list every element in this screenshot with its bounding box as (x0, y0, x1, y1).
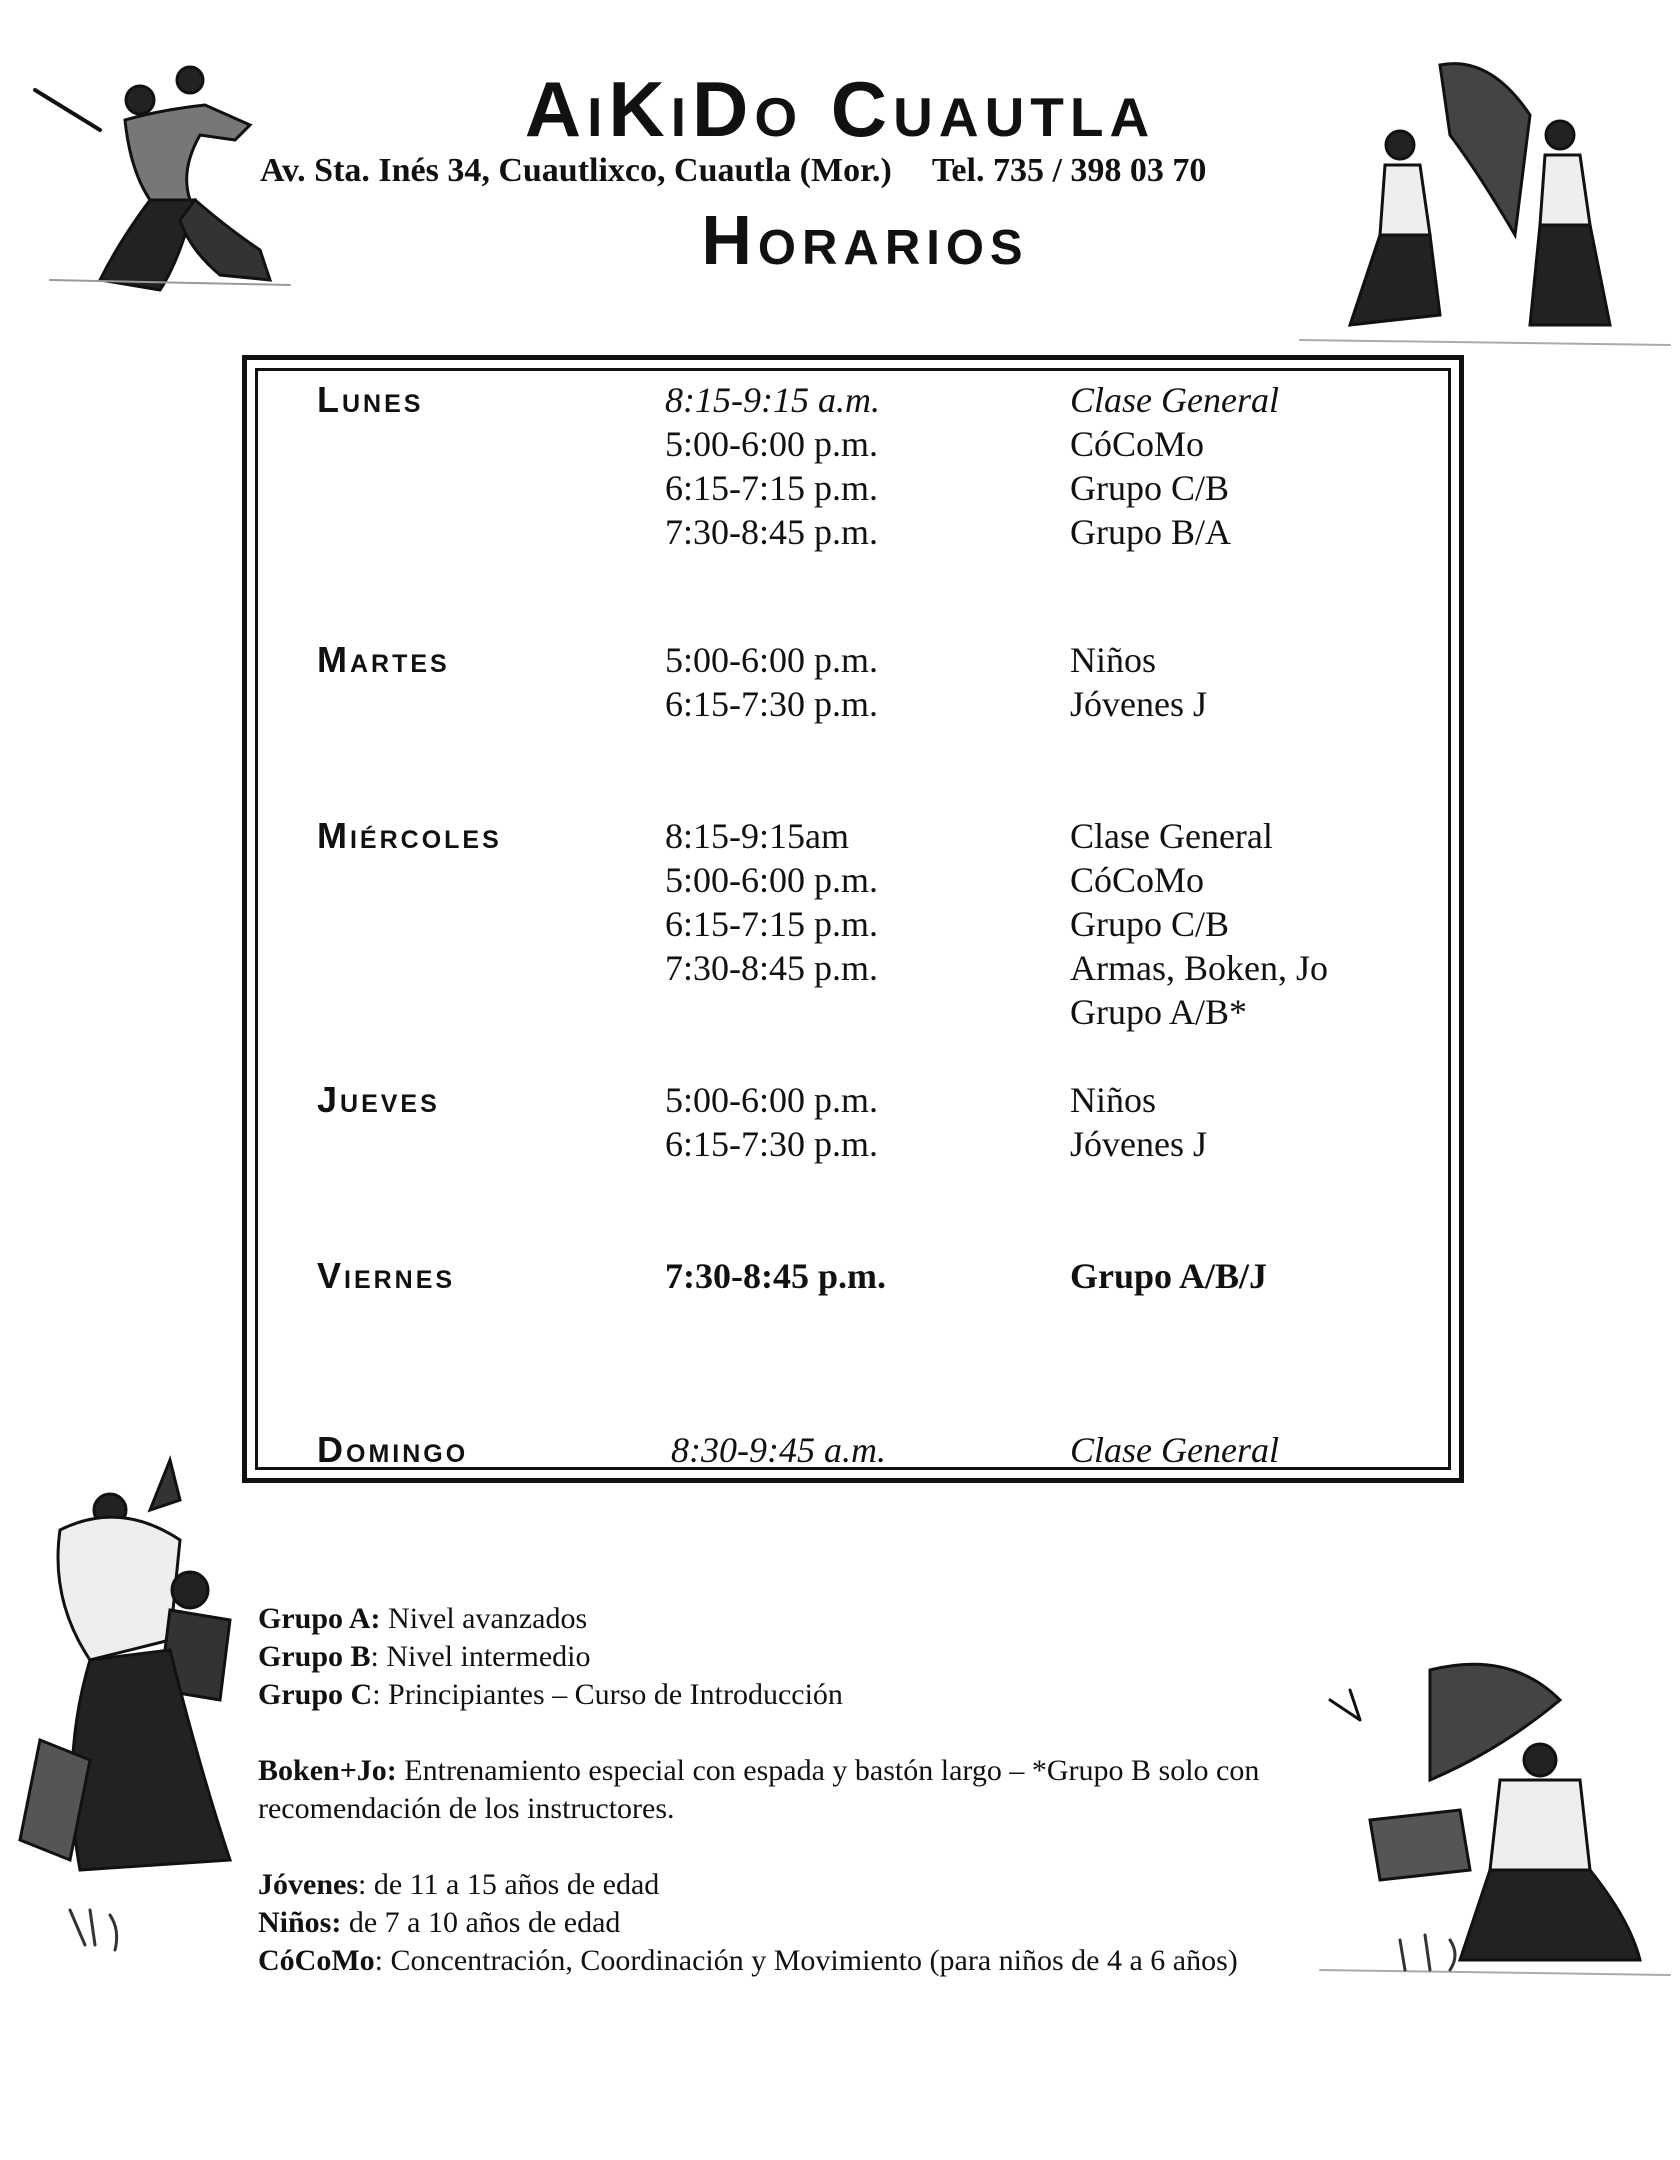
legend-item (258, 1600, 1408, 1638)
slots (247, 378, 1459, 554)
slot-group: Niños (1070, 640, 1157, 680)
legend-desc: Nivel avanzados (380, 1602, 588, 1635)
slot-group: CóCoMo (1070, 424, 1205, 464)
address-line (260, 152, 1380, 190)
legend-term: Grupo A: (258, 1602, 381, 1635)
slot-group: Grupo B/A (1070, 512, 1231, 552)
slot-group: CóCoMo (1070, 860, 1205, 900)
legend-item (258, 1942, 1408, 1980)
slot-time: 7:30-8:45 p.m. (665, 948, 878, 988)
slot-time: 6:15-7:15 p.m. (665, 904, 878, 944)
legend-desc: : Nivel intermedio (370, 1640, 591, 1673)
slot-time: 5:00-6:00 p.m. (665, 860, 878, 900)
day-name: Viernes (317, 1255, 456, 1296)
day-name: Jueves (317, 1079, 440, 1120)
slot-time: 8:15-9:15 a.m. (665, 380, 880, 420)
slot-row (247, 466, 1459, 510)
slot-time: 7:30-8:45 p.m. (665, 512, 878, 552)
address: Av. Sta. Inés 34, Cuautlixco, Cuautla (Mor.) (260, 152, 892, 189)
slot-row (247, 1122, 1459, 1166)
slot-group: Clase General (1070, 380, 1279, 420)
aikido-hold-illustration (0, 1440, 260, 1960)
slot-time: 5:00-6:00 p.m. (665, 424, 878, 464)
slot-group: Grupo C/B (1070, 904, 1230, 944)
slot-row (247, 378, 1459, 422)
slot-row (247, 422, 1459, 466)
slot-time: 8:30-9:45 a.m. (671, 1430, 886, 1470)
slots (247, 814, 1459, 1034)
slot-time: 6:15-7:30 p.m. (665, 684, 878, 724)
slot-time: 5:00-6:00 p.m. (665, 640, 878, 680)
slots (247, 1078, 1459, 1166)
slot-group: Grupo A/B* (1070, 992, 1248, 1032)
legend-term: CóCoMo (258, 1944, 375, 1977)
legend-term: Grupo B (258, 1640, 371, 1673)
legend-item (258, 1904, 1408, 1942)
legend-desc: : Concentración, Coordinación y Movimiento (para niños de 4 a 6 años) (374, 1944, 1238, 1977)
slot-group: Jóvenes J (1070, 684, 1207, 724)
slot-group: Grupo A/B/J (1070, 1256, 1268, 1296)
slot-time: 8:15-9:15am (665, 816, 849, 856)
page-title: AiKiDo Cuautla (524, 65, 1156, 153)
slot-row (247, 1078, 1459, 1122)
slots (247, 1428, 1459, 1472)
slot-group: Jóvenes J (1070, 1124, 1207, 1164)
legend-desc: : de 11 a 15 años de edad (358, 1868, 660, 1901)
legend-desc: de 7 a 10 años de edad (341, 1906, 621, 1939)
slot-group: Grupo C/B (1070, 468, 1230, 508)
day-name: Martes (317, 639, 450, 680)
schedule-heading: Horarios (701, 201, 1029, 279)
slot-row (247, 858, 1459, 902)
slot-time: 7:30-8:45 p.m. (665, 1256, 886, 1296)
slot-group: Niños (1070, 1080, 1157, 1120)
legend-item (258, 1676, 1408, 1714)
slots (247, 638, 1459, 726)
slot-group: Armas, Boken, Jo (1070, 948, 1328, 988)
slot-row (247, 638, 1459, 682)
slot-row (247, 902, 1459, 946)
day-name: Miércoles (317, 815, 502, 856)
legend-term: Boken+Jo: (258, 1754, 397, 1787)
phone: Tel. 735 / 398 03 70 (931, 152, 1207, 189)
slot-row (247, 946, 1459, 990)
legend-term: Jóvenes (258, 1868, 358, 1901)
day-name: Domingo (317, 1429, 469, 1470)
legend (258, 1600, 1408, 1980)
legend-term: Niños: (258, 1906, 342, 1939)
slot-group: Clase General (1070, 1430, 1279, 1470)
legend-desc: : Principiantes – Curso de Introducción (372, 1678, 843, 1711)
slot-row (247, 510, 1459, 554)
slot-time: 6:15-7:15 p.m. (665, 468, 878, 508)
slots (247, 1254, 1459, 1298)
slot-row (247, 1254, 1459, 1298)
slot-row (247, 682, 1459, 726)
slot-row (247, 1428, 1459, 1472)
legend-desc: Entrenamiento especial con espada y bastón largo – *Grupo B solo con recomendación de los instructores. (258, 1754, 1260, 1825)
legend-item (258, 1866, 1408, 1904)
slot-row (247, 814, 1459, 858)
legend-item (258, 1752, 1408, 1828)
slot-row (247, 990, 1459, 1034)
slot-group: Clase General (1070, 816, 1273, 856)
legend-item (258, 1638, 1408, 1676)
slot-time: 5:00-6:00 p.m. (665, 1080, 878, 1120)
day-name: Lunes (317, 379, 424, 420)
slot-time: 6:15-7:30 p.m. (665, 1124, 878, 1164)
schedule-frame (242, 355, 1464, 1483)
legend-term: Grupo C (258, 1678, 373, 1711)
